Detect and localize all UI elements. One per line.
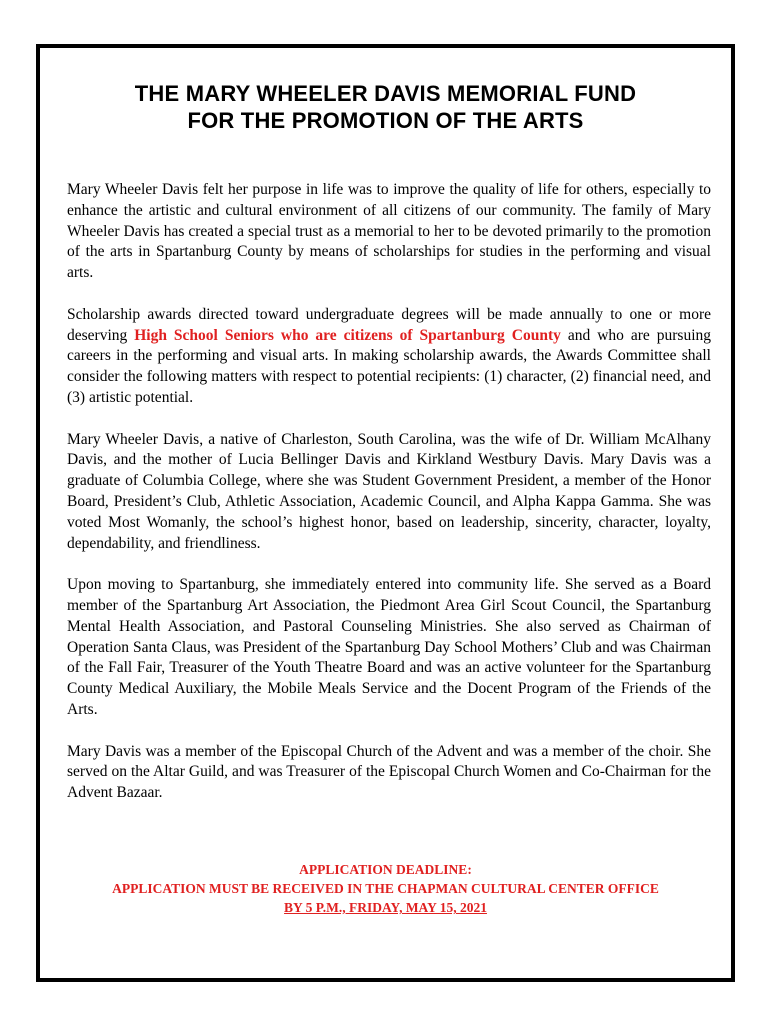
deadline-date: BY 5 P.M., FRIDAY, MAY 15, 2021 bbox=[284, 900, 487, 915]
deadline-heading: APPLICATION DEADLINE: bbox=[299, 862, 472, 877]
document-border bbox=[36, 44, 735, 982]
scholarship-text-end: and who are pursuing careers in the performing and visual arts. In making scholarship awards, the Awards Committee shall consider the following matters with respect to potential recipients: (1) character, (2) financial need, and (3) artistic potential. bbox=[67, 326, 711, 406]
paragraph-community: Upon moving to Spartanburg, she immediately entered into community life. She served as a Board member of the Spartanburg Art Association, the Piedmont Area Girl Scout Council, the Spartanburg Mental Health Association, and Pastoral Counseling Ministries. She also served as Chairman of Operation Santa Claus, was President of the Spartanburg Day School Mothers’ Club and was Chairman of the Fall Fair, Treasurer of the Youth Theatre Board and was an active volunteer for the Spartanburg County Medical Auxiliary, the Mobile Meals Service and the Docent Program of the Friends of the Arts. bbox=[67, 576, 711, 718]
paragraph-purpose: Mary Wheeler Davis felt her purpose in life was to improve the quality of life for others, especially to enhance the artistic and cultural environment of all citizens of our community. The family of Mary Wheeler Davis has created a special trust as a memorial to her to be devoted primarily to the promotion of the arts in Spartanburg County by means of scholarships for studies in the performing and visual arts. bbox=[67, 181, 711, 282]
paragraph-scholarship bbox=[67, 305, 711, 409]
title-line-1: THE MARY WHEELER DAVIS MEMORIAL FUND bbox=[134, 81, 637, 106]
application-deadline bbox=[40, 860, 731, 917]
document-title bbox=[40, 80, 731, 134]
deadline-office: APPLICATION MUST BE RECEIVED IN THE CHAPMAN CULTURAL CENTER OFFICE bbox=[112, 881, 659, 896]
paragraph-biography: Mary Wheeler Davis, a native of Charleston, South Carolina, was the wife of Dr. William McAlhany Davis, and the mother of Lucia Bellinger Davis and Kirkland Westbury Davis. Mary Davis was a graduate of Columbia College, where she was Student Government President, a member of the Honor Board, President’s Club, Athletic Association, Academic Council, and Alpha Kappa Gamma. She was voted Most Womanly, the school’s highest honor, based on leadership, sincerity, character, loyalty, dependability, and friendliness. bbox=[67, 430, 711, 552]
scholarship-text-start: Scholarship awards directed toward undergraduate degrees will be made annually to one or more deserving bbox=[67, 305, 711, 344]
paragraph-church: Mary Davis was a member of the Episcopal Church of the Advent and was a member of the choir. She served on the Altar Guild, and was Treasurer of the Episcopal Church Women and Co-Chairman for the Advent Bazaar. bbox=[67, 742, 711, 802]
eligibility-highlight: High School Seniors who are citizens of Spartanburg County bbox=[134, 326, 561, 344]
document-body bbox=[67, 180, 711, 825]
title-line-2: FOR THE PROMOTION OF THE ARTS bbox=[187, 108, 584, 133]
